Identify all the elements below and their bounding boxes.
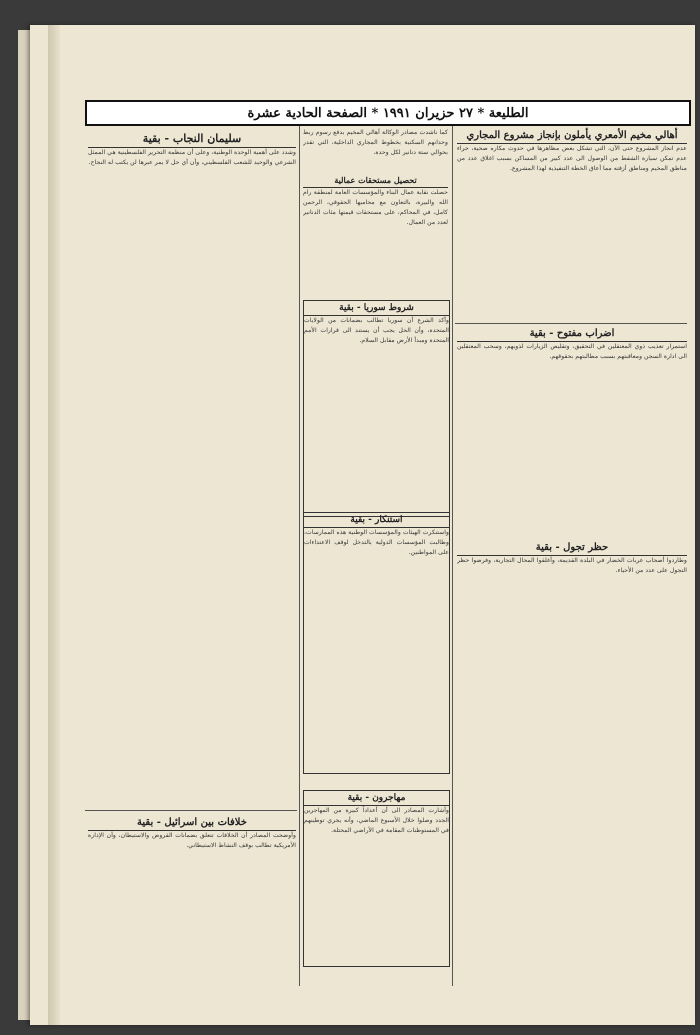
- article-body: وأشارت المصادر الى أن أعداداً كبيرة من المهاجرين الجدد وصلوا خلال الأسبوع الماضي، وأنه يجري توطينهم في المستوطنات المقامة في الأراضي المحتلة.: [304, 807, 449, 834]
- article-headline: أهالي مخيم الأمعري يأملون بإنجاز مشروع المجاري: [457, 128, 687, 144]
- article-body: حصلت نقابة عمال البناء والمؤسسات العامة لمنطقة رام الله والبيرة، بالتعاون مع محاميها الحقوقي، الرحمن كامل، في المحاكم، على مستحقات قيمتها مئات الدنانير لعدد من العمال.: [303, 189, 448, 226]
- article-body: استمرار تعذيب ذوي المعتقلين في التحقيق، وتقليص الزيارات لذويهم، وسحب المعتقلين الى ادارة السجن ومعاقبتهم بسبب مطالبتهم بحقوقهم.: [457, 343, 687, 360]
- article-subhead: تحصيل مستحقات عمالية: [303, 173, 448, 188]
- article-headline: خلافات بين اسرائيل - بقية: [88, 815, 296, 831]
- article-makhyam: [457, 128, 687, 284]
- article-istinkar: [303, 512, 450, 774]
- article-hadhr-tajawwul: [457, 540, 687, 976]
- article-headline: مهاجرون - بقية: [304, 791, 449, 806]
- column-rule: [452, 126, 453, 986]
- article-sharp-open: [457, 326, 687, 502]
- article-body: وطاردوا أصحاب عربات الخضار في البلدة القديمة، وأغلقوا المحال التجارية، وفرضوا حظر التجول على عدد من الأحياء.: [457, 557, 687, 574]
- section-rule: [455, 323, 687, 324]
- article-top-small: [303, 128, 448, 293]
- section-rule: [85, 810, 297, 811]
- article-body: واستنكرت الهيئات والمؤسسات الوطنية هذه الممارسات، وطالبت المؤسسات الدولية بالتدخل لوقف الاعتداءات على المواطنين.: [304, 529, 449, 556]
- article-lead: كما ناشدت مصادر الوكالة أهالي المخيم بدفع رسوم ربط وحدانهم السكنية بخطوط المجاري الداخلية، التي تقدر بحوالي ستة دنانير لكل وحدة.: [303, 129, 448, 156]
- article-suleiman-najjab: [88, 130, 296, 798]
- article-muhajirun: [303, 790, 450, 967]
- page-header: [85, 100, 691, 126]
- article-body: وأوضحت المصادر أن الخلافات تتعلق بضمانات القروض والاستيطان، وأن الإدارة الأمريكية تطالب بوقف النشاط الاستيطاني.: [88, 832, 296, 849]
- article-headline: استنكار - بقية: [304, 513, 449, 528]
- article-headline: حظر تجول - بقية: [457, 540, 687, 556]
- page-fold: [48, 25, 60, 1025]
- page-header-title: الطليعة * ٢٧ حزيران ١٩٩١ * الصفحة الحادية عشرة: [247, 105, 529, 121]
- article-shurut-suriya: [303, 300, 450, 517]
- column-rule: [299, 126, 300, 986]
- article-khilafat: [88, 815, 296, 971]
- article-body: وشدد على أهمية الوحدة الوطنية، وعلى أن منظمة التحرير الفلسطينية هي الممثل الشرعي والوحيد للشعب الفلسطيني، وأن أي حل لا يمر عبرها لن يكتب له النجاح.: [88, 149, 296, 166]
- article-headline: شروط سوريا - بقية: [304, 301, 449, 316]
- article-headline: اضراب مفتوح - بقية: [457, 326, 687, 342]
- article-headline: سليمان النجاب - بقية: [88, 130, 296, 148]
- article-body: وأكد الشرع أن سوريا تطالب بضمانات من الولايات المتحدة، وأن الحل يجب أن يستند الى قرارات الأمم المتحدة ومبدأ الأرض مقابل السلام.: [304, 317, 449, 344]
- article-body: عدم انجاز المشروع حتى الآن، التي تشكل بعض مظاهرها في حدوث مكاره صحية، جراء عدم تمكن سيارة الشفط من الوصول الى عدد كبير من المساكن بسبب اغلاق عدد من مناطق المخيم ومناطق أزقته مما أعاق الخطة التنفيذية لهذا المشروع.: [457, 145, 687, 172]
